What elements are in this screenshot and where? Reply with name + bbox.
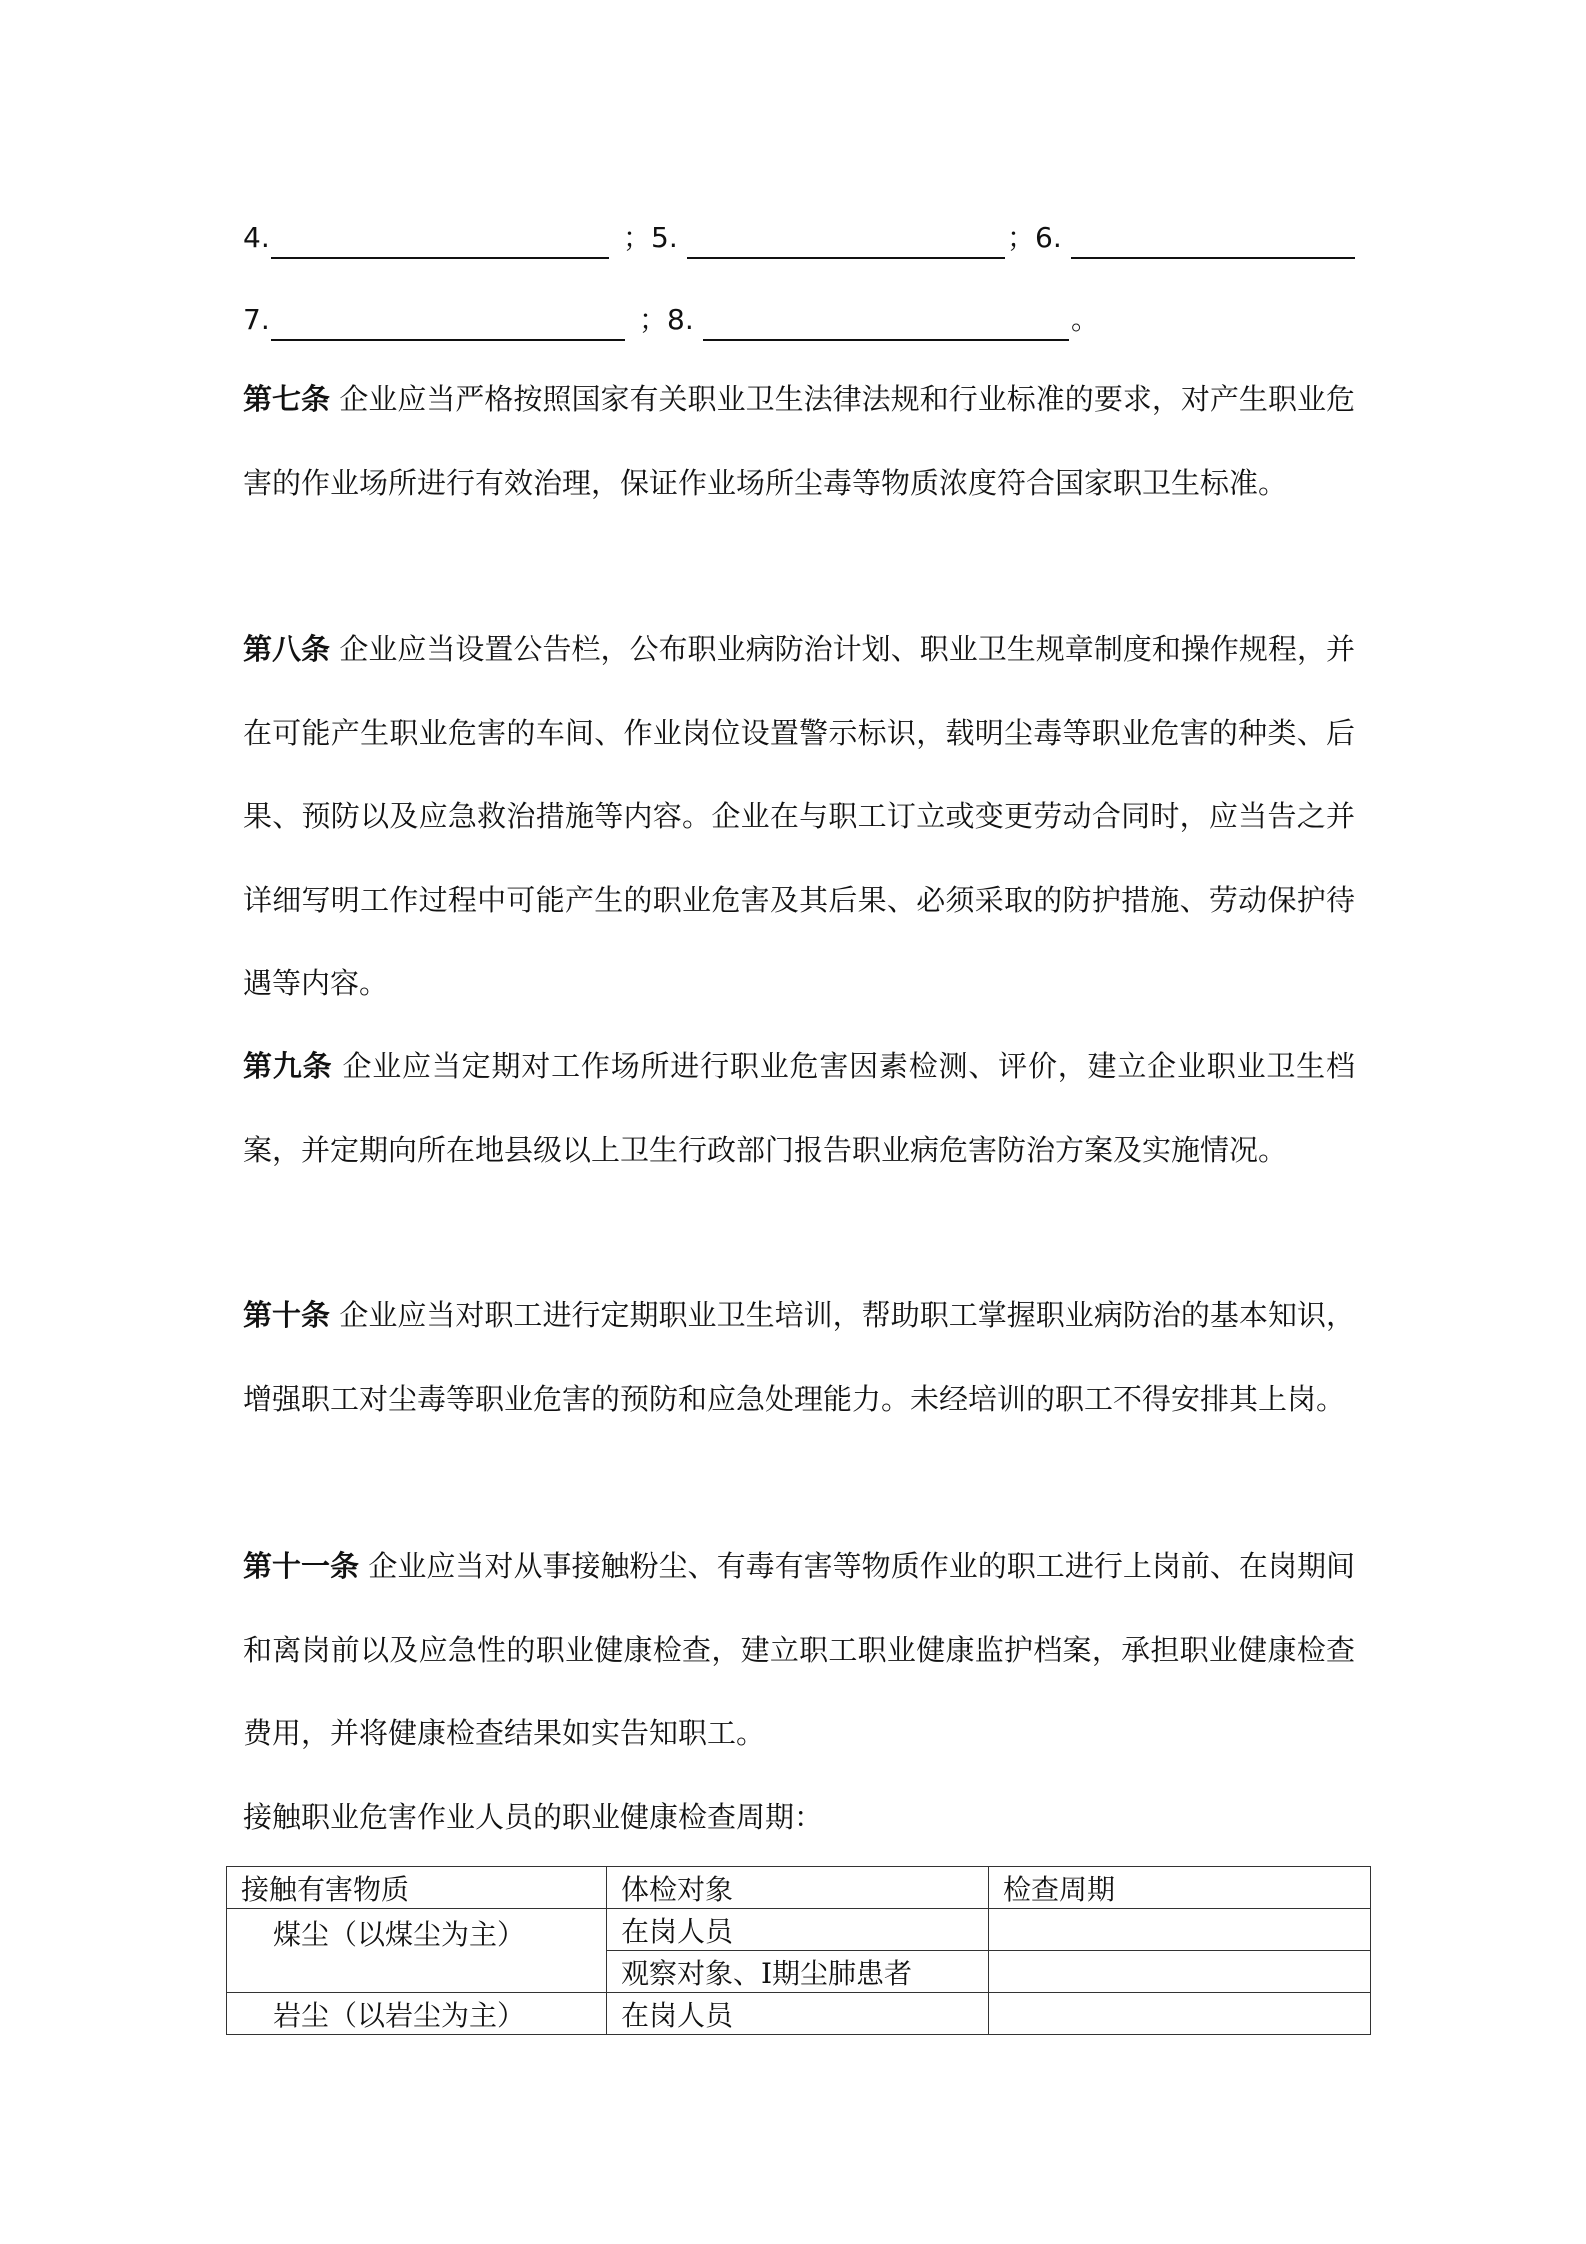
article-8-body: 企业应当设置公告栏，公布职业病防治计划、职业卫生规章制度和操作规程，并在可能产生职业危害的车间、作业岗位设置警示标识，载明尘毒等职业危害的种类、后果、预防以及应急救治措施等内容。企业在与职工订立或变更劳动合同时，应当告之并详细写明工作过程中可能产生的职业危害及其后果、必须采取的防护措施、劳动保护待遇等内容。 xyxy=(243,632,1355,1000)
table-row xyxy=(227,1909,1371,1951)
cell-period[interactable] xyxy=(989,1993,1371,2035)
table-header-row xyxy=(227,1867,1371,1909)
article-8-heading: 第八条 xyxy=(243,632,331,666)
article-8 xyxy=(243,608,1355,1026)
end-period: 。 xyxy=(1071,303,1100,336)
blank-label-4: 4. xyxy=(243,221,270,254)
cell-substance: 煤尘（以煤尘为主） xyxy=(227,1909,607,1993)
article-10-heading: 第十条 xyxy=(243,1298,331,1332)
table-row xyxy=(227,1993,1371,2035)
article-9 xyxy=(243,1025,1355,1192)
health-check-table xyxy=(226,1866,1371,2035)
blank-label-7: 7. xyxy=(243,303,270,336)
article-11 xyxy=(243,1525,1355,1776)
blank-label-6: ；6. xyxy=(1007,221,1062,254)
fill-in-line-1 xyxy=(243,218,1355,258)
article-7-heading: 第七条 xyxy=(243,382,331,416)
article-11-heading: 第十一条 xyxy=(243,1549,360,1583)
blank-4-field[interactable] xyxy=(271,257,609,259)
cell-period[interactable] xyxy=(989,1909,1371,1951)
article-11-body: 企业应当对从事接触粉尘、有毒有害等物质作业的职工进行上岗前、在岗期间和离岗前以及应急性的职业健康检查，建立职工职业健康监护档案，承担职业健康检查费用，并将健康检查结果如实告知职工。 xyxy=(243,1549,1355,1750)
article-10-body: 企业应当对职工进行定期职业卫生培训，帮助职工掌握职业病防治的基本知识，增强职工对尘毒等职业危害的预防和应急处理能力。未经培训的职工不得安排其上岗。 xyxy=(243,1298,1355,1416)
blank-7-field[interactable] xyxy=(271,339,625,341)
blank-label-5: ；5. xyxy=(623,221,678,254)
cell-subject: 在岗人员 xyxy=(607,1993,989,2035)
cell-subject: 在岗人员 xyxy=(607,1909,989,1951)
blank-6-field[interactable] xyxy=(1071,257,1355,259)
blank-5-field[interactable] xyxy=(687,257,1005,259)
fill-in-line-2 xyxy=(243,300,1355,340)
cell-subject: 观察对象、Ⅰ期尘肺患者 xyxy=(607,1951,989,1993)
article-7 xyxy=(243,358,1355,525)
article-9-body: 企业应当定期对工作场所进行职业危害因素检测、评价，建立企业职业卫生档案，并定期向所在地县级以上卫生行政部门报告职业病危害防治方案及实施情况。 xyxy=(243,1049,1355,1167)
blank-8-field[interactable] xyxy=(703,339,1069,341)
table-intro: 接触职业危害作业人员的职业健康检查周期： xyxy=(243,1800,824,1834)
article-10 xyxy=(243,1274,1355,1441)
article-9-heading: 第九条 xyxy=(243,1049,333,1083)
cell-period[interactable] xyxy=(989,1951,1371,1993)
header-substance: 接触有害物质 xyxy=(227,1867,607,1909)
blank-label-8: ；8. xyxy=(639,303,694,336)
header-subject: 体检对象 xyxy=(607,1867,989,1909)
header-period: 检查周期 xyxy=(989,1867,1371,1909)
article-7-body: 企业应当严格按照国家有关职业卫生法律法规和行业标准的要求，对产生职业危害的作业场所进行有效治理，保证作业场所尘毒等物质浓度符合国家职卫生标准。 xyxy=(243,382,1355,500)
cell-substance: 岩尘（以岩尘为主） xyxy=(227,1993,607,2035)
